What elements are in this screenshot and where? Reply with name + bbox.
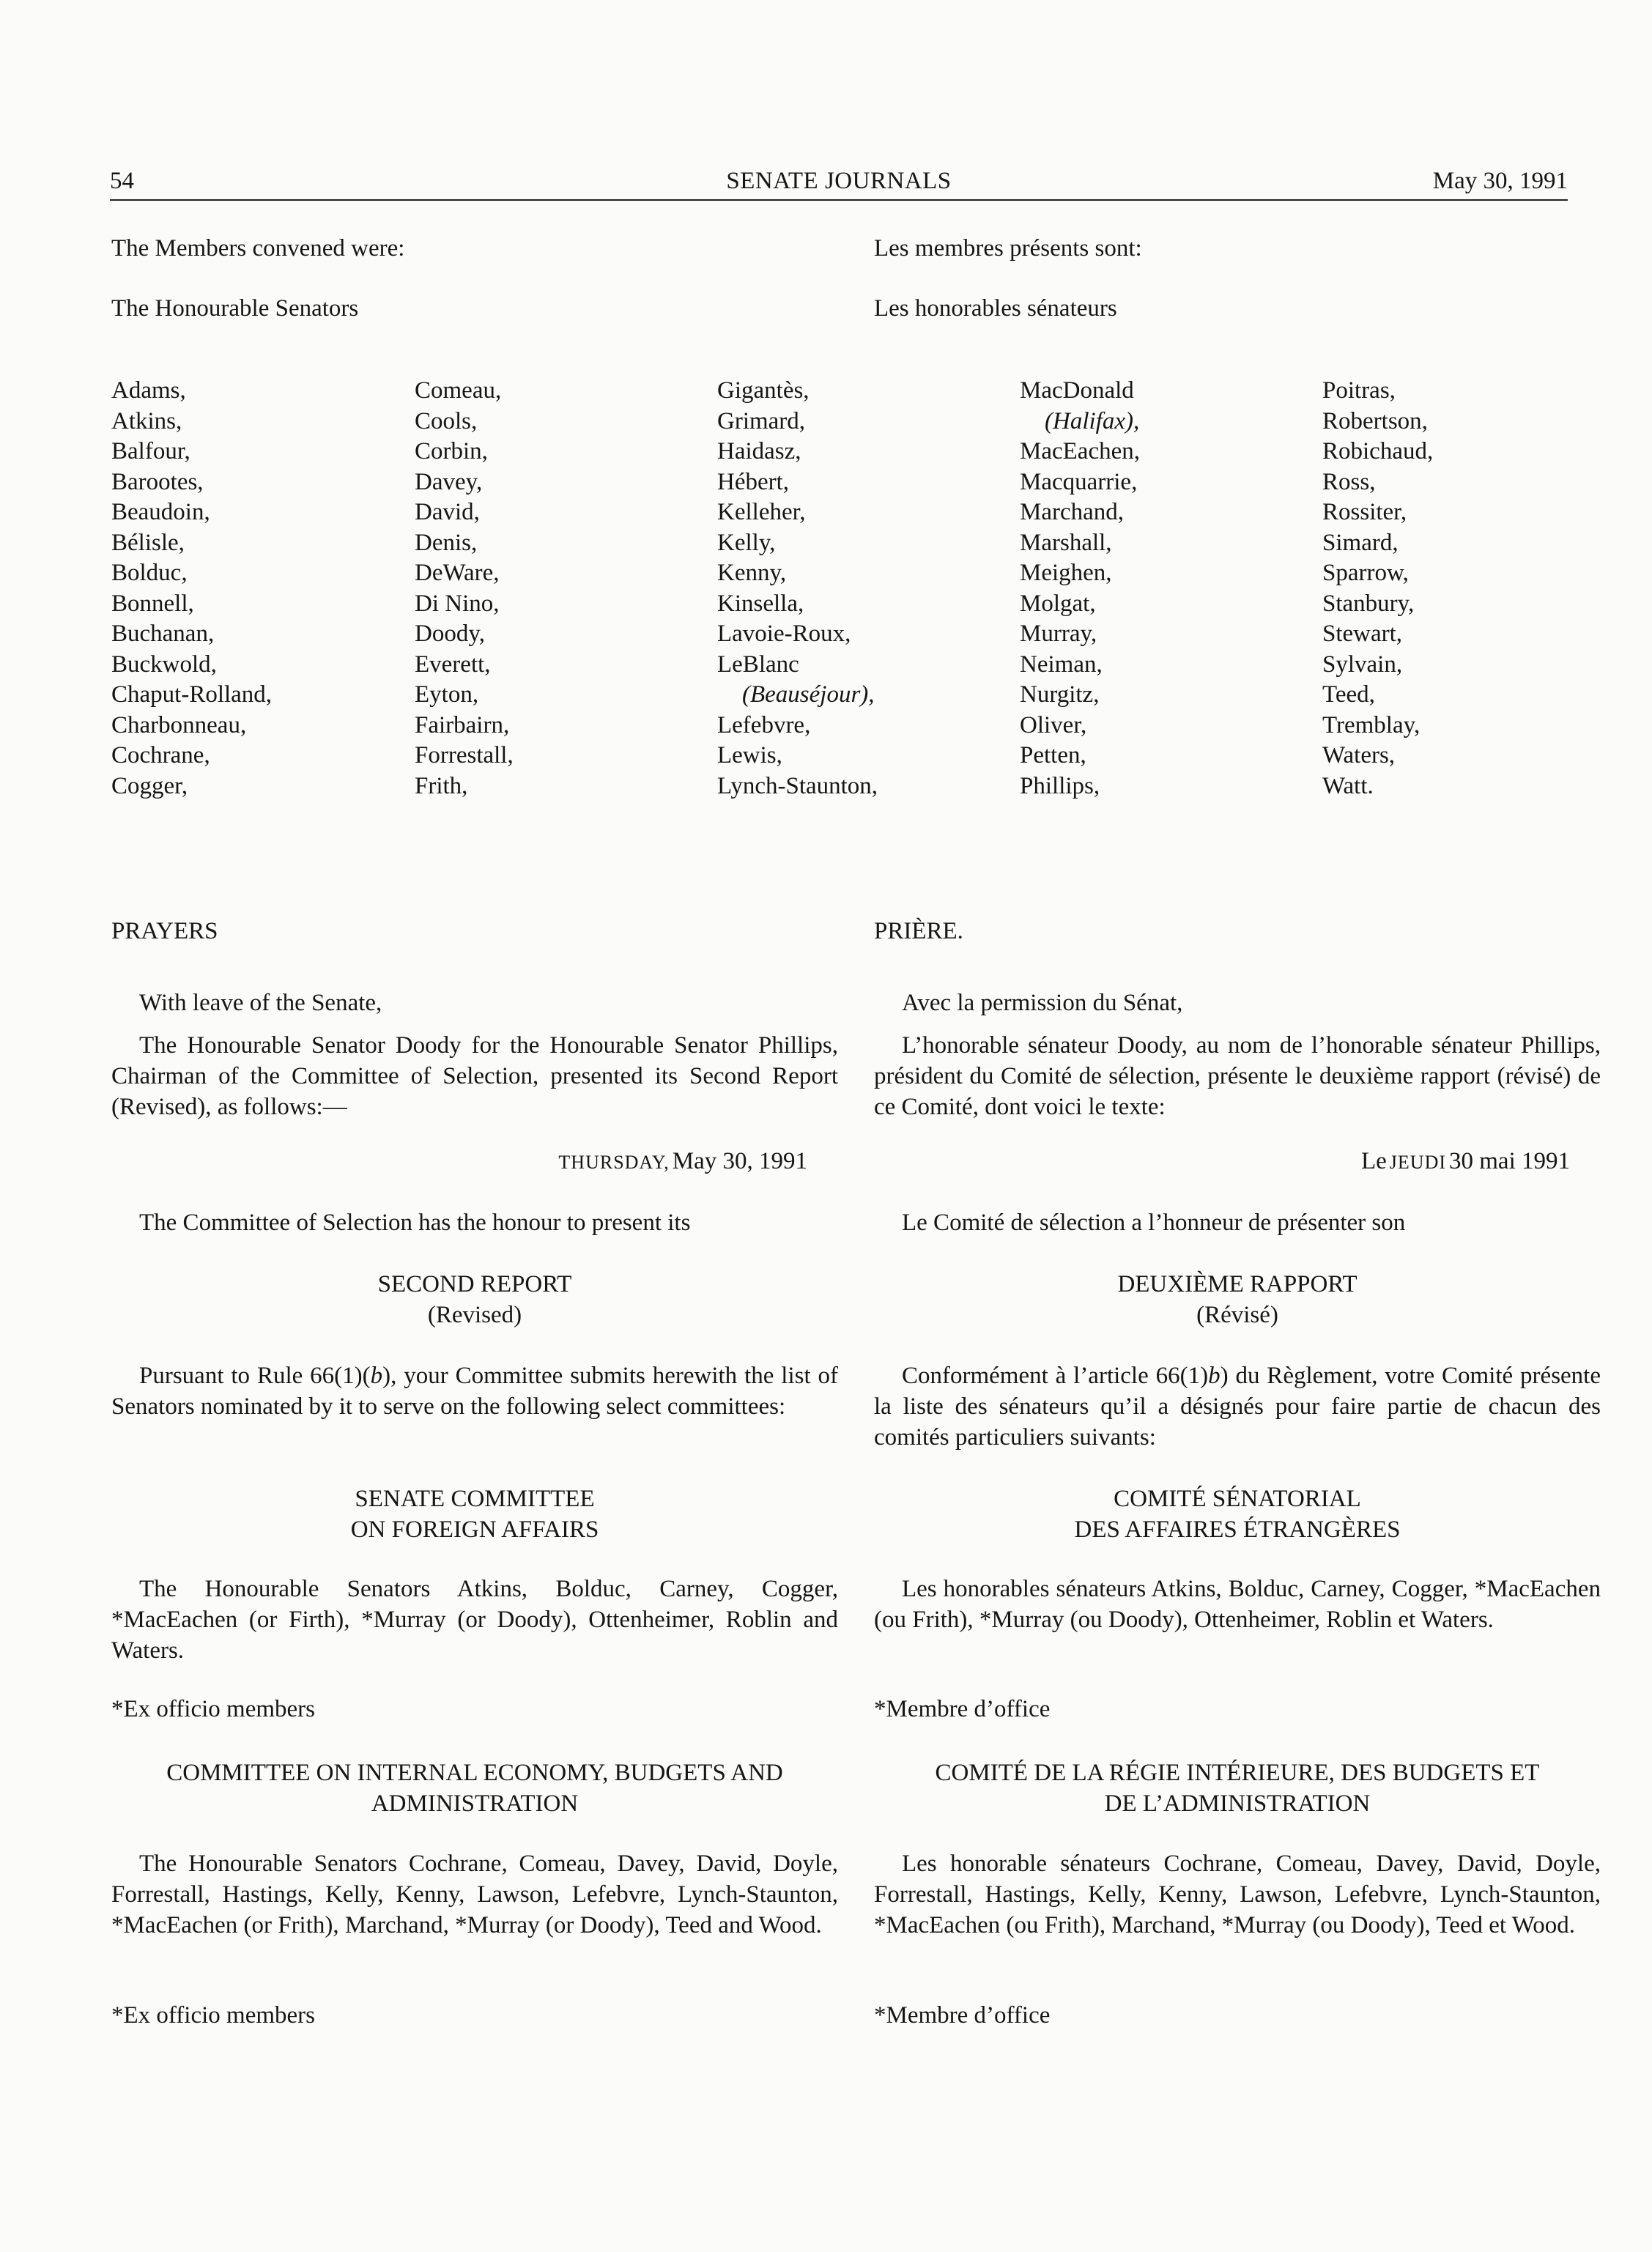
senator-name: Ross, — [1322, 468, 1376, 495]
report-heading-fr — [874, 1269, 1601, 1330]
committee-title-line: DES AFFAIRES ÉTRANGÈRES — [1074, 1516, 1401, 1543]
senator-name: MacEachen, — [1020, 438, 1140, 464]
committee-foreign-affairs-members-en: The Honourable Senators Atkins, Bolduc, Carney, Cogger, *MacEachen (or Firth), *Murray (or Doody), Ottenheimer, Roblin and Waters. — [111, 1576, 838, 1664]
senator-name: Davey, — [415, 468, 483, 495]
senator-name: Cochrane, — [111, 742, 210, 768]
journal-title: SENATE JOURNALS — [726, 168, 952, 194]
report-heading-en — [111, 1269, 838, 1330]
senator-name: Marchand, — [1020, 499, 1125, 525]
report-title-en: SECOND REPORT — [377, 1271, 572, 1297]
senator-name: Kinsella, — [717, 590, 804, 617]
leave-line-fr: Avec la permission du Sénat, — [902, 990, 1183, 1016]
senator-name: Bonnell, — [111, 590, 194, 617]
senator-name: Lewis, — [717, 742, 782, 768]
senator-name: Buckwold, — [111, 651, 217, 678]
senator-name: Phillips, — [1020, 772, 1100, 799]
senator-riding: (Beauséjour), — [742, 681, 875, 708]
senator-name: Meighen, — [1020, 560, 1112, 586]
committee-title-line: DE L’ADMINISTRATION — [1104, 1790, 1371, 1817]
committee-title-line: COMITÉ SÉNATORIAL — [1114, 1486, 1361, 1512]
ex-officio-note-fr-2: *Membre d’office — [874, 2002, 1051, 2029]
report-title-fr: DEUXIÈME RAPPORT — [1117, 1271, 1357, 1297]
senator-name: Bolduc, — [111, 560, 188, 586]
senator-roll-column-3 — [717, 376, 878, 801]
senator-name: Forrestall, — [415, 742, 514, 768]
senator-name: Lefebvre, — [717, 711, 811, 738]
committee-foreign-affairs-heading-en — [111, 1484, 838, 1545]
senator-name: MacDonald — [1020, 377, 1134, 404]
prayers-heading: PRAYERS — [111, 918, 218, 944]
honour-line-fr: Le Comité de sélection a l’honneur de présenter son — [902, 1210, 1406, 1236]
report-subtitle-en: (Revised) — [427, 1302, 522, 1328]
senator-name: DeWare, — [415, 560, 500, 586]
committee-internal-economy-heading-fr — [874, 1757, 1601, 1819]
report-date-fr: Le JEUDI 30 mai 1991 — [1360, 1148, 1570, 1174]
senator-name: Nurgitz, — [1020, 681, 1100, 708]
committee-title-line: ADMINISTRATION — [371, 1790, 579, 1817]
senator-name: Buchanan, — [111, 621, 215, 647]
leave-line-en: With leave of the Senate, — [139, 990, 382, 1016]
senator-name: Comeau, — [415, 377, 502, 404]
presented-paragraph-en: The Honourable Senator Doody for the Honourable Senator Phillips, Chairman of the Committee of Selection, presented its Second Report (Revised), as follows:— — [111, 1032, 838, 1120]
senator-name: Haidasz, — [717, 438, 801, 464]
committee-internal-economy-heading-en — [111, 1757, 838, 1819]
senator-name: LeBlanc — [717, 651, 799, 678]
senator-name: David, — [415, 499, 480, 525]
committee-internal-economy-members-en: The Honourable Senators Cochrane, Comeau, Davey, David, Doyle, Forrestall, Hastings, Kelly, Kenny, Lawson, Lefebvre, Lynch-Staunton, *MacEachen (or Frith), Marchand, *Murray (or Doody), Teed and Wood. — [111, 1851, 838, 1938]
senator-name: Simard, — [1322, 529, 1399, 556]
senator-name: Kenny, — [717, 560, 787, 586]
journal-date: May 30, 1991 — [1432, 168, 1568, 194]
ex-officio-note-en-2: *Ex officio members — [111, 2002, 315, 2029]
report-subtitle-fr: (Révisé) — [1196, 1302, 1278, 1328]
senator-name: Cools, — [415, 407, 478, 434]
senator-name: Marshall, — [1020, 529, 1112, 556]
pursuant-paragraph-en: Pursuant to Rule 66(1)(b), your Committee submits herewith the list of Senators nominated by it to serve on the following select committees: — [111, 1363, 838, 1420]
senator-name: Lynch-Staunton, — [717, 772, 878, 799]
pursuant-paragraph-fr: Conformément à l’article 66(1)b) du Règlement, votre Comité présente la liste des sénateurs qu’il a désignés pour faire partie de chacun des comités particuliers suivants: — [874, 1363, 1601, 1451]
senator-name: Teed, — [1322, 681, 1375, 708]
senator-name: Bélisle, — [111, 529, 185, 556]
committee-title-line: ON FOREIGN AFFAIRS — [350, 1516, 599, 1543]
running-head — [110, 163, 1568, 201]
senator-name: Eyton, — [415, 681, 479, 708]
senator-name: Waters, — [1322, 742, 1396, 768]
senator-name: Denis, — [415, 529, 478, 556]
senator-name: Petten, — [1020, 742, 1086, 768]
senator-name: Barootes, — [111, 468, 204, 495]
senator-name: Murray, — [1020, 621, 1097, 647]
page-number: 54 — [110, 168, 134, 194]
committee-title-line: COMMITTEE ON INTERNAL ECONOMY, BUDGETS AND — [166, 1760, 783, 1786]
honourable-senators-en: The Honourable Senators — [111, 295, 359, 322]
members-convened-fr: Les membres présents sont: — [874, 235, 1142, 262]
senator-name: Watt. — [1322, 772, 1374, 799]
senator-name: Stanbury, — [1322, 590, 1415, 617]
committee-internal-economy-members-fr: Les honorable sénateurs Cochrane, Comeau, Davey, David, Doyle, Forrestall, Hastings, Kelly, Kenny, Lawson, Lefebvre, Lynch-Staunton, *MacEachen (ou Frith), Marchand, *Murray (ou Doody), Teed et Wood. — [874, 1851, 1601, 1938]
senator-name: Everett, — [415, 651, 491, 678]
committee-foreign-affairs-heading-fr — [874, 1484, 1601, 1545]
senator-name: Rossiter, — [1322, 499, 1407, 525]
report-date-en: THURSDAY, May 30, 1991 — [558, 1148, 807, 1174]
senator-name: Macquarrie, — [1020, 468, 1138, 495]
senator-name: Corbin, — [415, 438, 488, 464]
senator-name: Fairbairn, — [415, 711, 510, 738]
senator-name: Grimard, — [717, 407, 806, 434]
senator-name: Adams, — [111, 377, 186, 404]
senator-name: Oliver, — [1020, 711, 1087, 738]
senator-name: Sylvain, — [1322, 651, 1403, 678]
senator-name: Robichaud, — [1322, 438, 1434, 464]
senator-name: Robertson, — [1322, 407, 1428, 434]
senator-name: Beaudoin, — [111, 499, 210, 525]
senator-name: Gigantès, — [717, 377, 810, 404]
senator-name: Kelly, — [717, 529, 776, 556]
committee-title-line: COMITÉ DE LA RÉGIE INTÉRIEURE, DES BUDGETS ET — [935, 1760, 1540, 1786]
committee-foreign-affairs-members-fr: Les honorables sénateurs Atkins, Bolduc, Carney, Cogger, *MacEachen (ou Frith), *Murray (ou Doody), Ottenheimer, Roblin et Waters. — [874, 1576, 1601, 1633]
honourable-senators-fr: Les honorables sénateurs — [874, 295, 1117, 322]
senator-name: Sparrow, — [1322, 560, 1409, 586]
senator-name: Hébert, — [717, 468, 790, 495]
senator-roll-column-4 — [1020, 376, 1140, 801]
senator-name: Kelleher, — [717, 499, 806, 525]
senator-name: Atkins, — [111, 407, 182, 434]
senator-name: Poitras, — [1322, 377, 1396, 404]
senator-name: Stewart, — [1322, 621, 1403, 647]
senator-name: Doody, — [415, 621, 485, 647]
senator-name: Chaput-Rolland, — [111, 681, 273, 708]
senator-name: Di Nino, — [415, 590, 500, 617]
committee-title-line: SENATE COMMITTEE — [355, 1486, 595, 1512]
members-convened-en: The Members convened were: — [111, 235, 405, 262]
senator-roll-column-1 — [111, 376, 272, 801]
prayers-heading-fr: PRIÈRE. — [874, 918, 963, 944]
honour-line-en: The Committee of Selection has the honour to present its — [139, 1210, 691, 1236]
senator-riding: (Halifax), — [1045, 407, 1140, 434]
senator-name: Neiman, — [1020, 651, 1103, 678]
senator-name: Frith, — [415, 772, 468, 799]
presented-paragraph-fr: L’honorable sénateur Doody, au nom de l’honorable sénateur Phillips, président du Comité de sélection, présente le deuxième rapport (révisé) de ce Comité, dont voici le texte: — [874, 1032, 1601, 1120]
senator-name: Lavoie-Roux, — [717, 621, 851, 647]
weekday-en: THURSDAY, — [558, 1152, 670, 1173]
senator-name: Tremblay, — [1322, 711, 1421, 738]
senator-roll-column-5 — [1322, 376, 1433, 801]
senator-name: Molgat, — [1020, 590, 1096, 617]
weekday-fr: JEUDI — [1389, 1152, 1447, 1173]
ex-officio-note-fr: *Membre d’office — [874, 1696, 1051, 1722]
senator-name: Cogger, — [111, 772, 188, 799]
ex-officio-note-en: *Ex officio members — [111, 1696, 315, 1722]
senator-name: Charbonneau, — [111, 711, 247, 738]
senator-name: Balfour, — [111, 438, 190, 464]
senator-roll-column-2 — [415, 376, 514, 801]
